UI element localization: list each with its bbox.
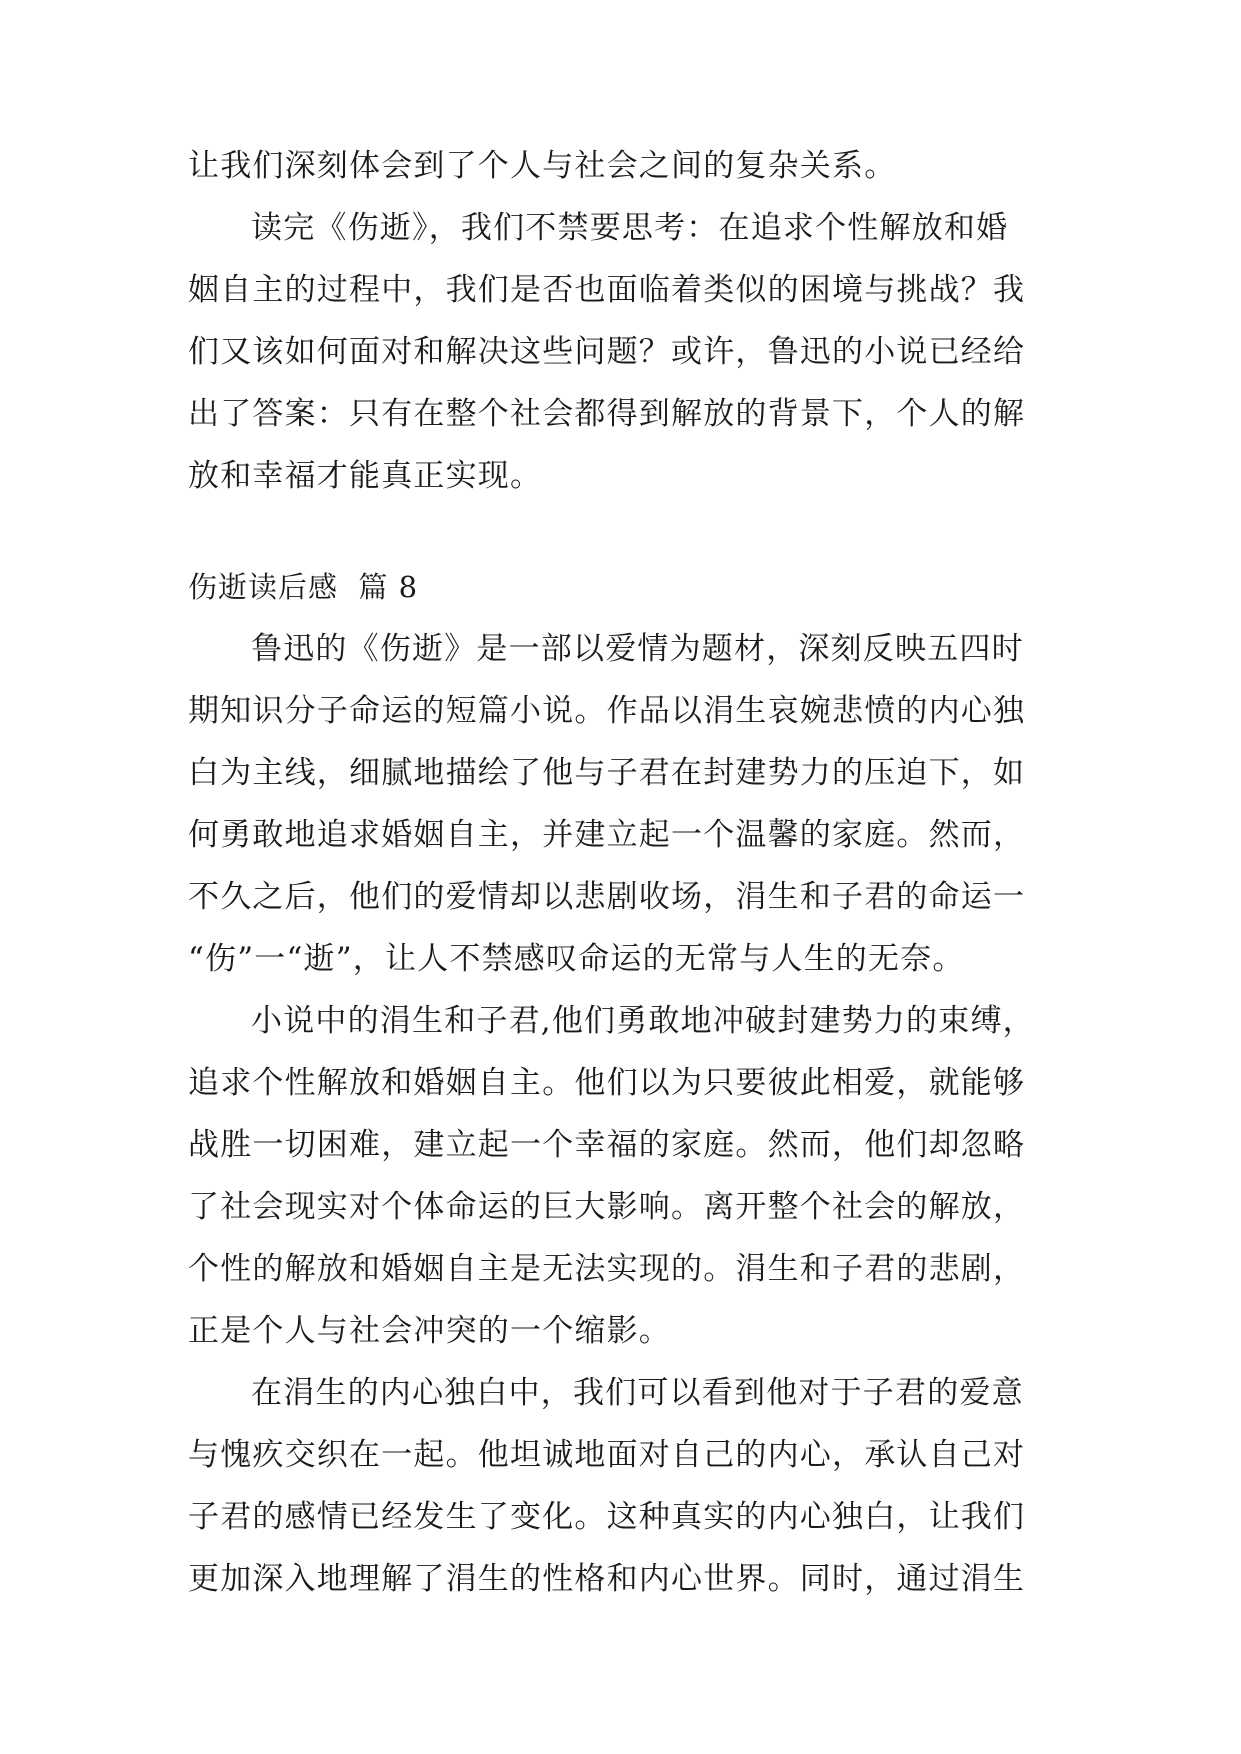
section-heading: 伤逝读后感 篇 8 <box>188 570 419 604</box>
text-line: 正是个人与社会冲突的一个缩影。 <box>188 1313 671 1349</box>
paragraph <box>188 197 1058 507</box>
text-line: 放和幸福才能真正实现。 <box>188 458 543 494</box>
text-line: 让我们深刻体会到了个人与社会之间的复杂关系。 <box>188 148 897 184</box>
text-line: 出了答案：只有在整个社会都得到解放的背景下，个人的解 <box>188 396 1026 432</box>
text-line: 姻自主的过程中，我们是否也面临着类似的困境与挑战？我 <box>188 272 1026 308</box>
paragraph <box>188 1362 1058 1610</box>
text-line: 在涓生的内心独白中，我们可以看到他对于子君的爱意 <box>251 1375 1024 1411</box>
text-line: 个性的解放和婚姻自主是无法实现的。涓生和子君的悲剧， <box>188 1251 1026 1287</box>
section-text-block <box>188 618 1058 1610</box>
text-line: 战胜一切困难，建立起一个幸福的家庭。然而，他们却忽略 <box>188 1127 1026 1163</box>
text-line: 不久之后，他们的爱情却以悲剧收场，涓生和子君的命运一 <box>188 879 1026 915</box>
text-line: 读完《伤逝》，我们不禁要思考：在追求个性解放和婚 <box>251 210 1009 246</box>
text-line: 子君的感情已经发生了变化。这种真实的内心独白，让我们 <box>188 1499 1026 1535</box>
paragraph <box>188 135 1058 197</box>
paragraph <box>188 618 1058 990</box>
text-line: 与愧疚交织在一起。他坦诚地面对自己的内心，承认自己对 <box>188 1437 1026 1473</box>
text-line: “伤”一“逝”，让人不禁感叹命运的无常与人生的无奈。 <box>188 941 965 977</box>
text-line: 更加深入地理解了涓生的性格和内心世界。同时，通过涓生 <box>188 1561 1026 1597</box>
text-line: 追求个性解放和婚姻自主。他们以为只要彼此相爱，就能够 <box>188 1065 1026 1101</box>
text-line: 白为主线，细腻地描绘了他与子君在封建势力的压迫下，如 <box>188 755 1026 791</box>
paragraph <box>188 990 1058 1362</box>
top-text-block <box>188 135 1058 507</box>
text-line: 期知识分子命运的短篇小说。作品以涓生哀婉悲愤的内心独 <box>188 693 1026 729</box>
text-line: 了社会现实对个体命运的巨大影响。离开整个社会的解放， <box>188 1189 1026 1225</box>
text-line: 鲁迅的《伤逝》是一部以爱情为题材，深刻反映五四时 <box>251 631 1024 667</box>
text-line: 小说中的涓生和子君,他们勇敢地冲破封建势力的束缚， <box>251 1003 1035 1039</box>
text-line: 们又该如何面对和解决这些问题？或许，鲁迅的小说已经给 <box>188 334 1026 370</box>
text-line: 何勇敢地追求婚姻自主，并建立起一个温馨的家庭。然而， <box>188 817 1026 853</box>
